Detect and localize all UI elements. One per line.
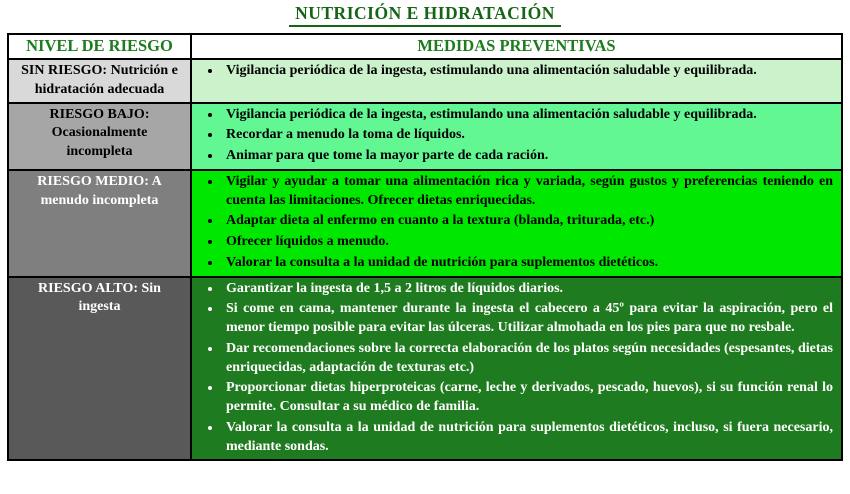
measure-item: • Si come en cama, mantener durante la ingesta el cabecero a 45º para evitar la aspiración, pero el menor tiempo posible para evitar las úlceras. Utilizar almohada en los pies para que no resbale. xyxy=(222,300,833,338)
measure-item: • Garantizar la ingesta de 1,5 a 2 litros de líquidos diarios. xyxy=(222,280,833,299)
risk-level-cell: RIESGO BAJO: Ocasionalmente incompleta xyxy=(8,103,191,170)
measures-list xyxy=(196,173,833,273)
column-header-preventive-measures: MEDIDAS PREVENTIVAS xyxy=(191,34,842,59)
measures-list xyxy=(196,280,833,457)
risk-level-cell: RIESGO ALTO: Sin ingesta xyxy=(8,277,191,461)
measure-item: • Recordar a menudo la toma de líquidos. xyxy=(222,126,833,145)
measure-item: • Valorar la consulta a la unidad de nutrición para suplementos dietéticos, incluso, si fuera necesario, mediante sondas. xyxy=(222,419,833,457)
measure-item: • Adaptar dieta al enfermo en cuanto a la textura (blanda, triturada, etc.) xyxy=(222,212,833,231)
title-container xyxy=(0,3,850,27)
risk-level-cell: SIN RIESGO: Nutrición e hidratación adecuada xyxy=(8,59,191,103)
table-row xyxy=(8,59,842,103)
table-row xyxy=(8,277,842,461)
measures-list xyxy=(196,62,833,81)
preventive-measures-cell xyxy=(191,170,842,277)
measure-item: • Proporcionar dietas hiperproteicas (carne, leche y derivados, pescado, huevos), si su función renal lo permite. Consultar a su médico de familia. xyxy=(222,379,833,417)
measure-item: • Valorar la consulta a la unidad de nutrición para suplementos dietéticos. xyxy=(222,254,833,273)
measure-item: • Animar para que tome la mayor parte de cada ración. xyxy=(222,147,833,166)
column-header-risk-level: NIVEL DE RIESGO xyxy=(8,34,191,59)
risk-table-header xyxy=(8,34,842,59)
risk-table-body xyxy=(8,59,842,460)
measure-item: • Ofrecer líquidos a menudo. xyxy=(222,233,833,252)
risk-level-cell: RIESGO MEDIO: A menudo incompleta xyxy=(8,170,191,277)
measures-list xyxy=(196,106,833,166)
risk-table xyxy=(7,33,843,461)
table-row xyxy=(8,170,842,277)
preventive-measures-cell xyxy=(191,103,842,170)
preventive-measures-cell xyxy=(191,277,842,461)
measure-item: • Vigilancia periódica de la ingesta, estimulando una alimentación saludable y equilibrada. xyxy=(222,62,833,81)
page-title: NUTRICIÓN E HIDRATACIÓN xyxy=(289,3,561,27)
measure-item: • Vigilar y ayudar a tomar una alimentación rica y variada, según gustos y preferencias teniendo en cuenta las limitaciones. Ofrecer dietas enriquecidas. xyxy=(222,173,833,211)
measure-item: • Dar recomendaciones sobre la correcta elaboración de los platos según necesidades (espesantes, dietas enriquecidas, adaptación de texturas etc.) xyxy=(222,340,833,378)
preventive-measures-cell xyxy=(191,59,842,103)
table-row xyxy=(8,103,842,170)
measure-item: • Vigilancia periódica de la ingesta, estimulando una alimentación saludable y equilibrada. xyxy=(222,106,833,125)
header-row xyxy=(8,34,842,59)
